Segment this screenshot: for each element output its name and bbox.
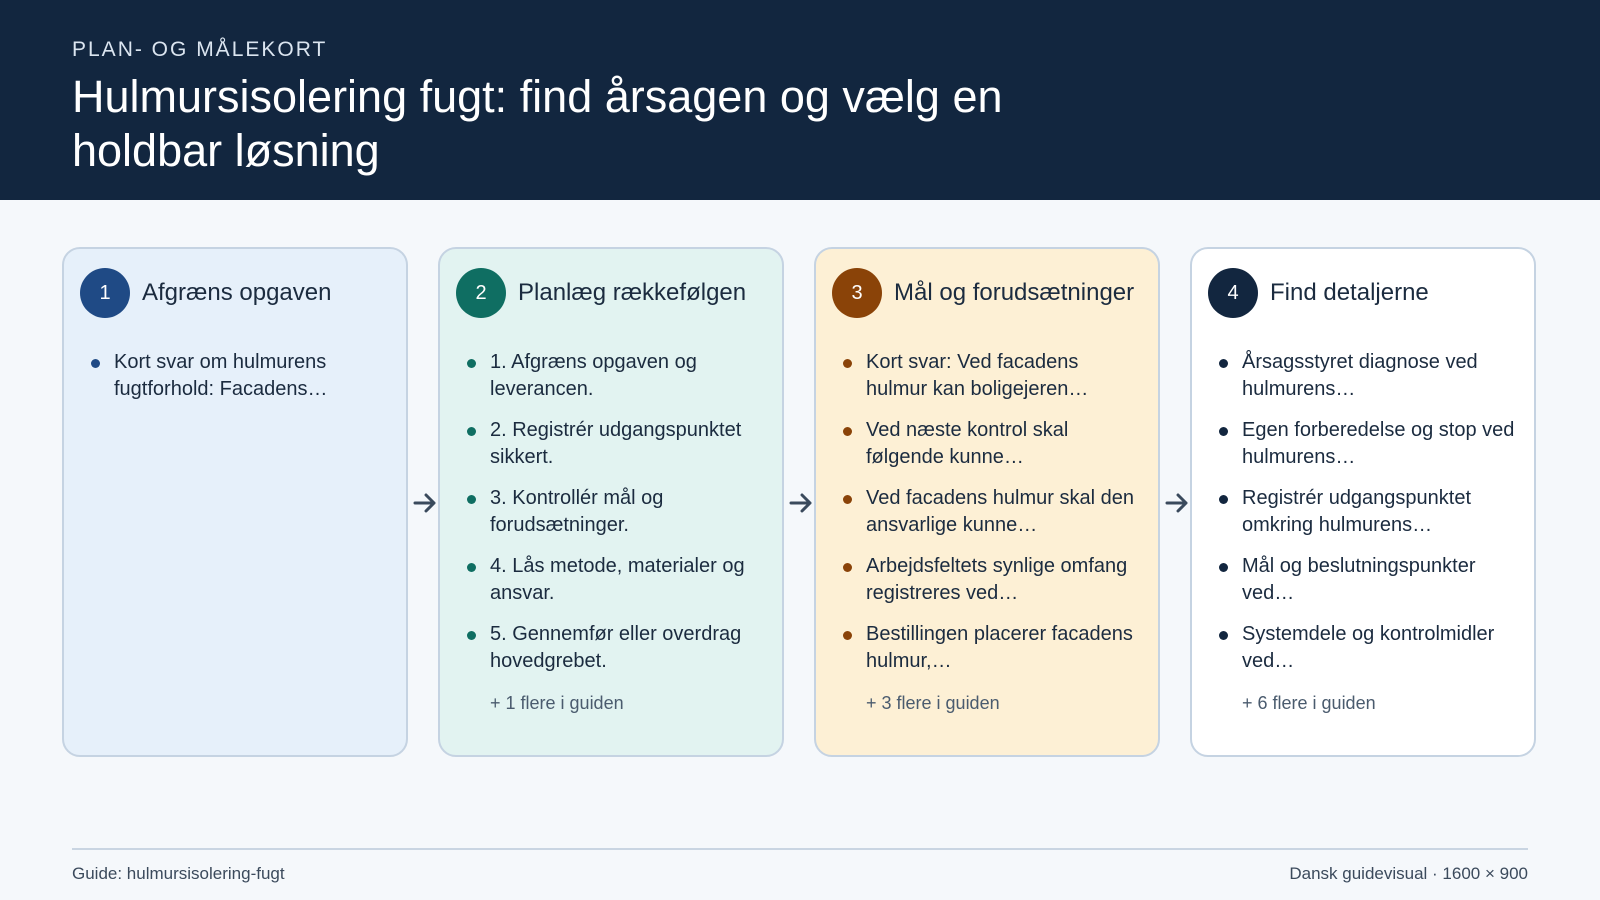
card-item-list — [1218, 349, 1518, 689]
list-item — [1218, 621, 1518, 675]
footer-guide-label: Guide: hulmursisolering-fugt — [72, 864, 285, 883]
bullet-dot-icon — [843, 563, 852, 572]
bullet-dot-icon — [467, 631, 476, 640]
card-header — [80, 267, 331, 319]
bullet-dot-icon — [467, 359, 476, 368]
list-item-text: Kort svar om hulmurens fugtforhold: Facadens… — [114, 351, 328, 400]
list-item-text: Kort svar: Ved facadens hulmur kan boligejeren… — [866, 351, 1089, 400]
more-in-guide-link[interactable]: + 1 flere i guiden — [490, 693, 624, 713]
bullet-dot-icon — [1219, 359, 1228, 368]
footer-meta-label: Dansk guidevisual · 1600 × 900 — [1289, 864, 1528, 883]
more-in-guide-link[interactable]: + 3 flere i guiden — [866, 693, 1000, 713]
list-item — [466, 349, 766, 403]
list-item-text: 4. Lås metode, materialer og ansvar. — [490, 555, 745, 604]
card-item-list — [90, 349, 390, 417]
list-item — [466, 621, 766, 675]
card-title: Planlæg rækkefølgen — [518, 279, 747, 306]
bullet-dot-icon — [843, 427, 852, 436]
card-header — [456, 267, 746, 319]
list-item-text: Ved facadens hulmur skal den ansvarlige kunne… — [866, 487, 1134, 536]
bullet-dot-icon — [1219, 631, 1228, 640]
card-header — [832, 267, 1134, 319]
list-item-text: 5. Gennemfør eller overdrag hovedgrebet. — [490, 623, 742, 672]
list-item — [466, 485, 766, 539]
header-banner — [0, 0, 1600, 200]
card-item-list — [842, 349, 1142, 689]
list-item-text: Systemdele og kontrolmidler ved… — [1242, 623, 1495, 672]
step-card-1 — [62, 247, 408, 757]
arrow-right-icon — [412, 490, 438, 516]
list-item — [842, 417, 1142, 471]
list-item — [466, 553, 766, 607]
list-item-text: 2. Registrér udgangspunktet sikkert. — [490, 419, 742, 468]
bullet-dot-icon — [1219, 495, 1228, 504]
list-item — [842, 349, 1142, 403]
list-item — [90, 349, 390, 403]
list-item-text: Ved næste kontrol skal følgende kunne… — [866, 419, 1069, 468]
arrow-right-icon — [1164, 490, 1190, 516]
bullet-dot-icon — [1219, 563, 1228, 572]
eyebrow-label: PLAN- OG MÅLEKORT — [72, 38, 328, 61]
list-item — [1218, 553, 1518, 607]
card-item-list — [466, 349, 766, 689]
list-item-text: Årsagsstyret diagnose ved hulmurens… — [1242, 351, 1478, 400]
list-item — [842, 485, 1142, 539]
list-item-text: Egen forberedelse og stop ved hulmurens… — [1242, 419, 1515, 468]
list-item-text: Arbejdsfeltets synlige omfang registreres ved… — [866, 555, 1128, 604]
bullet-dot-icon — [467, 495, 476, 504]
step-card-2 — [438, 247, 784, 757]
list-item — [466, 417, 766, 471]
list-item-text: Bestillingen placerer facadens hulmur,… — [866, 623, 1133, 672]
card-header — [1208, 267, 1429, 319]
step-card-3 — [814, 247, 1160, 757]
step-number-badge: 3 — [832, 268, 882, 318]
footer-divider — [72, 848, 1528, 850]
list-item — [1218, 349, 1518, 403]
bullet-dot-icon — [1219, 427, 1228, 436]
bullet-dot-icon — [91, 359, 100, 368]
step-number-badge: 2 — [456, 268, 506, 318]
card-title: Afgræns opgaven — [142, 279, 332, 306]
list-item-text: 1. Afgræns opgaven og leverancen. — [490, 351, 697, 400]
card-title: Find detaljerne — [1270, 279, 1429, 306]
list-item-text: Mål og beslutningspunkter ved… — [1242, 555, 1476, 604]
bullet-dot-icon — [467, 427, 476, 436]
bullet-dot-icon — [843, 631, 852, 640]
step-card-4 — [1190, 247, 1536, 757]
card-title: Mål og forudsætninger — [894, 279, 1135, 306]
list-item — [842, 621, 1142, 675]
bullet-dot-icon — [843, 495, 852, 504]
bullet-dot-icon — [843, 359, 852, 368]
arrow-right-icon — [788, 490, 814, 516]
list-item-text: 3. Kontrollér mål og forudsætninger. — [490, 487, 664, 536]
more-in-guide-link[interactable]: + 6 flere i guiden — [1242, 693, 1376, 713]
bullet-dot-icon — [467, 563, 476, 572]
list-item — [1218, 485, 1518, 539]
list-item — [842, 553, 1142, 607]
list-item — [1218, 417, 1518, 471]
step-number-badge: 4 — [1208, 268, 1258, 318]
page-title: Hulmursisolering fugt: find årsagen og vælg en holdbar løsning — [72, 71, 1003, 176]
step-number-badge: 1 — [80, 268, 130, 318]
list-item-text: Registrér udgangspunktet omkring hulmurens… — [1242, 487, 1472, 536]
